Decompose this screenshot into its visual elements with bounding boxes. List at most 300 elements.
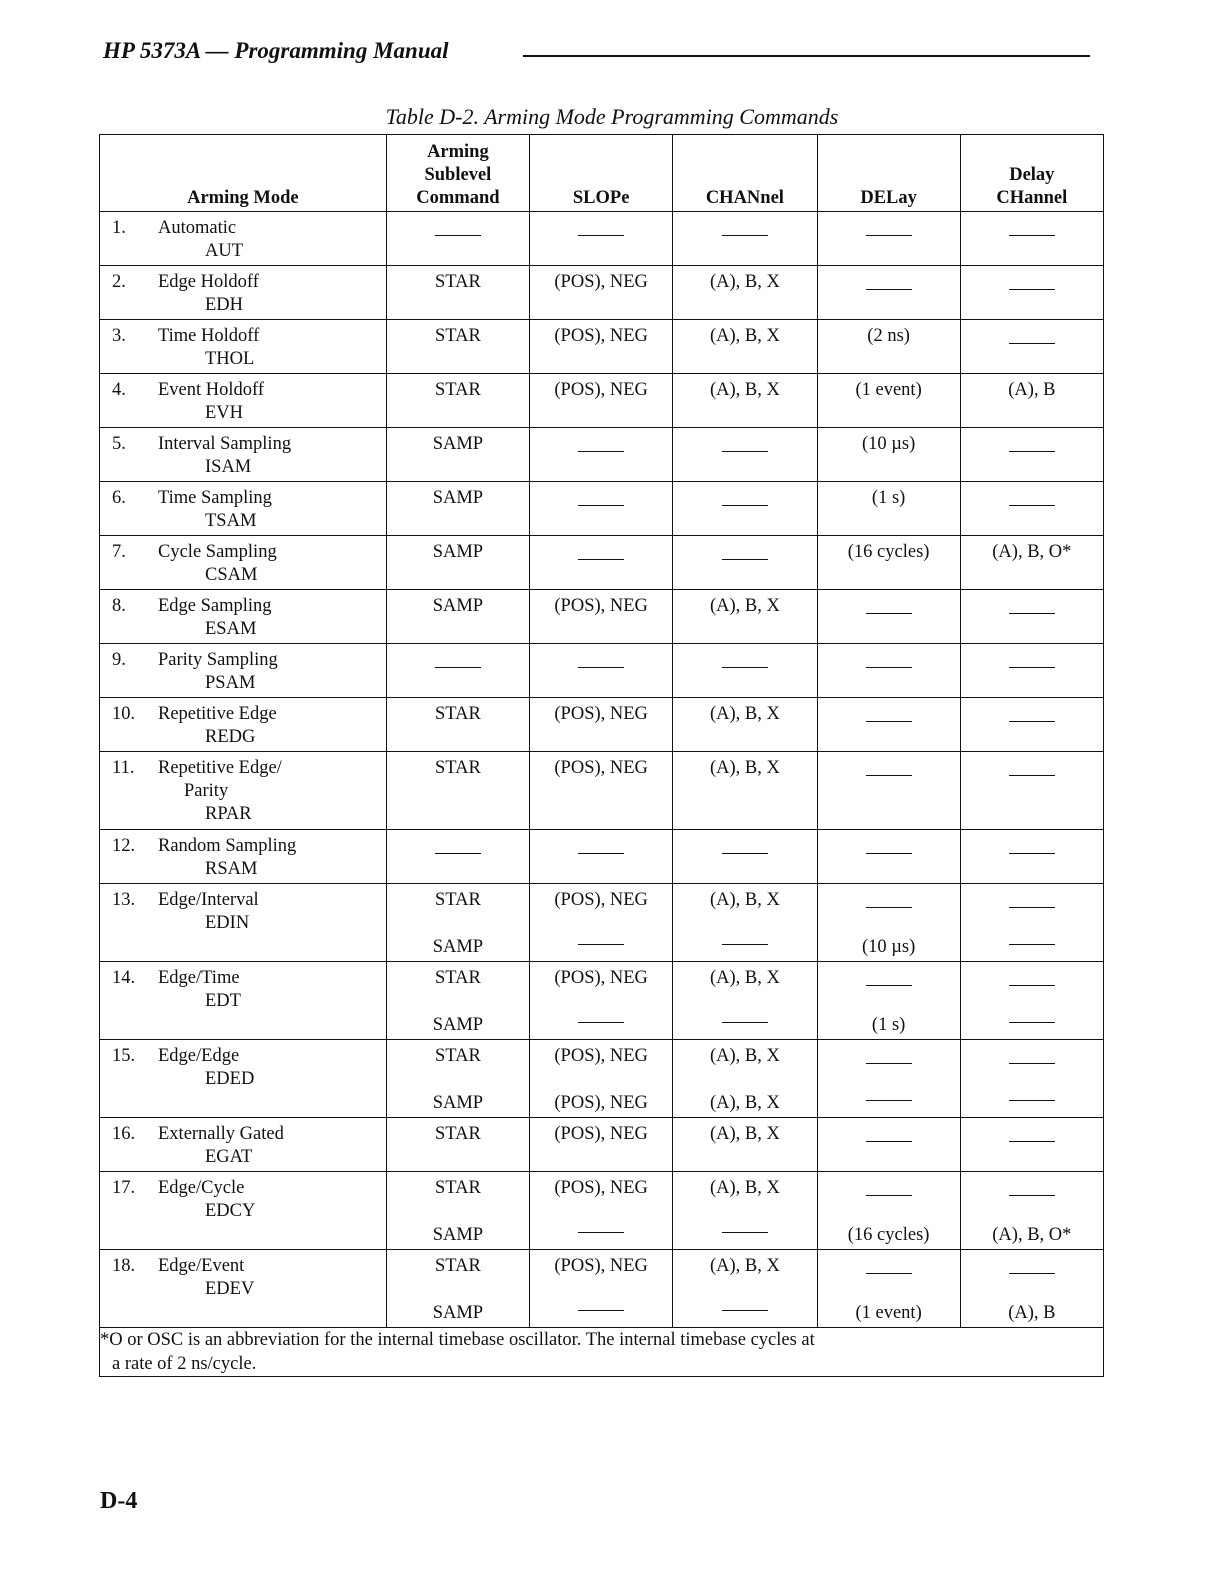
cell-delay	[817, 1172, 960, 1250]
cell-channel	[673, 266, 817, 320]
cell-channel	[673, 752, 817, 830]
mode-number: 9.	[112, 650, 126, 670]
cell-delay-channel	[960, 884, 1103, 962]
cell-arming-mode	[100, 212, 387, 266]
channel-value: (A), B, X	[709, 1124, 780, 1144]
dash-mark	[578, 667, 624, 668]
cell-arming-mode	[100, 644, 387, 698]
mode-name: Repetitive Edge	[158, 704, 277, 724]
dash-mark	[1009, 853, 1055, 854]
mode-code: EDIN	[205, 913, 250, 933]
dash-mark	[1009, 985, 1055, 986]
dash-mark	[1009, 721, 1055, 722]
dash-mark	[1009, 667, 1055, 668]
cell-delay-channel	[960, 266, 1103, 320]
mode-name: Edge/Time	[158, 968, 240, 988]
mode-number: 10.	[112, 704, 136, 724]
sublevel-command-value: SAMP	[432, 596, 484, 616]
table-row	[100, 320, 1104, 374]
cell-slope	[530, 590, 673, 644]
cell-sublevel-command	[386, 212, 529, 266]
sublevel-command-value: SAMP	[432, 1015, 484, 1035]
dash-mark	[1009, 613, 1055, 614]
mode-name: Edge Holdoff	[158, 272, 259, 292]
mode-code: EDCY	[205, 1201, 256, 1221]
sublevel-command-value: STAR	[434, 326, 481, 346]
cell-channel	[673, 644, 817, 698]
mode-name: Edge/Edge	[158, 1046, 240, 1066]
table-caption: Table D-2. Arming Mode Programming Commands	[385, 104, 839, 129]
delay-channel-value: (A), B	[1008, 380, 1056, 400]
cell-delay	[817, 1118, 960, 1172]
cell-arming-mode	[100, 1250, 387, 1328]
dash-mark	[1009, 505, 1055, 506]
mode-code: EVH	[205, 403, 244, 423]
dash-mark	[722, 235, 768, 236]
header-row	[100, 135, 1104, 212]
dash-mark	[1009, 775, 1055, 776]
delay-value: (16 cycles)	[847, 1225, 930, 1245]
sublevel-command-value: STAR	[434, 272, 481, 292]
cell-delay-channel	[960, 1250, 1103, 1328]
col-sublevel-line3: Command	[416, 188, 500, 208]
dash-mark	[578, 1022, 624, 1023]
dash-mark	[435, 235, 481, 236]
dash-mark	[722, 667, 768, 668]
dash-mark	[1009, 1195, 1055, 1196]
mode-name: Edge/Interval	[158, 890, 259, 910]
cell-delay-channel	[960, 698, 1103, 752]
mode-number: 11.	[112, 758, 135, 778]
cell-slope	[530, 320, 673, 374]
cell-arming-mode	[100, 482, 387, 536]
cell-slope	[530, 698, 673, 752]
dash-mark	[1009, 1022, 1055, 1023]
cell-arming-mode	[100, 1172, 387, 1250]
slope-value: (POS), NEG	[554, 380, 648, 400]
running-header	[103, 38, 1090, 68]
mode-number: 15.	[112, 1046, 136, 1066]
mode-code: RSAM	[205, 859, 258, 879]
channel-value: (A), B, X	[709, 380, 780, 400]
cell-sublevel-command	[386, 1250, 529, 1328]
col-sublevel-command	[386, 135, 529, 212]
cell-slope	[530, 536, 673, 590]
dash-mark	[866, 721, 912, 722]
sublevel-command-value: STAR	[434, 968, 481, 988]
dash-mark	[866, 1063, 912, 1064]
sublevel-command-value: SAMP	[432, 1303, 484, 1323]
cell-channel	[673, 428, 817, 482]
dash-mark	[722, 451, 768, 452]
dash-mark	[722, 559, 768, 560]
mode-number: 7.	[112, 542, 126, 562]
cell-delay-channel	[960, 212, 1103, 266]
mode-name: Edge/Event	[158, 1256, 245, 1276]
cell-slope	[530, 266, 673, 320]
manual-title: HP 5373A — Programming Manual	[103, 38, 449, 63]
dash-mark	[866, 1273, 912, 1274]
cell-delay	[817, 962, 960, 1040]
cell-sublevel-command	[386, 1118, 529, 1172]
mode-name: Edge/Cycle	[158, 1178, 245, 1198]
slope-value: (POS), NEG	[554, 1046, 648, 1066]
sublevel-command-value: SAMP	[432, 1093, 484, 1113]
cell-channel	[673, 962, 817, 1040]
dash-mark	[578, 451, 624, 452]
cell-sublevel-command	[386, 428, 529, 482]
cell-arming-mode	[100, 698, 387, 752]
cell-delay	[817, 698, 960, 752]
mode-code: CSAM	[205, 565, 258, 585]
slope-value: (POS), NEG	[554, 272, 648, 292]
table-body	[100, 212, 1104, 1328]
col-delay-channel	[960, 135, 1103, 212]
mode-number: 14.	[112, 968, 136, 988]
delay-value: (10 µs)	[861, 434, 916, 454]
mode-number: 16.	[112, 1124, 136, 1144]
col-slope	[530, 135, 673, 212]
dash-mark	[866, 985, 912, 986]
dash-mark	[722, 853, 768, 854]
mode-number: 5.	[112, 434, 126, 454]
cell-delay	[817, 266, 960, 320]
mode-code: ESAM	[205, 619, 257, 639]
cell-delay-channel	[960, 374, 1103, 428]
slope-value: (POS), NEG	[554, 1093, 648, 1113]
dash-mark	[435, 667, 481, 668]
dash-mark	[866, 1195, 912, 1196]
dash-mark	[866, 1141, 912, 1142]
col-delay	[817, 135, 960, 212]
cell-channel	[673, 1250, 817, 1328]
dash-mark	[722, 944, 768, 945]
table-row	[100, 536, 1104, 590]
cell-delay-channel	[960, 1040, 1103, 1118]
table-row	[100, 1118, 1104, 1172]
cell-channel	[673, 1040, 817, 1118]
slope-value: (POS), NEG	[554, 890, 648, 910]
sublevel-command-value: SAMP	[432, 1225, 484, 1245]
slope-value: (POS), NEG	[554, 326, 648, 346]
cell-delay	[817, 644, 960, 698]
table-row	[100, 1172, 1104, 1250]
slope-value: (POS), NEG	[554, 704, 648, 724]
table-row	[100, 752, 1104, 830]
delay-value: (1 s)	[871, 1015, 906, 1035]
cell-delay	[817, 482, 960, 536]
cell-delay-channel	[960, 320, 1103, 374]
dash-mark	[578, 559, 624, 560]
channel-value: (A), B, X	[709, 968, 780, 988]
cell-delay-channel	[960, 644, 1103, 698]
cell-delay-channel	[960, 536, 1103, 590]
cell-slope	[530, 884, 673, 962]
mode-number: 1.	[112, 218, 126, 238]
cell-delay	[817, 1040, 960, 1118]
table-row	[100, 830, 1104, 884]
cell-sublevel-command	[386, 536, 529, 590]
cell-delay	[817, 884, 960, 962]
cell-arming-mode	[100, 266, 387, 320]
delay-value: (1 s)	[871, 488, 906, 508]
cell-sublevel-command	[386, 830, 529, 884]
channel-value: (A), B, X	[709, 1046, 780, 1066]
cell-arming-mode	[100, 830, 387, 884]
table-row	[100, 374, 1104, 428]
channel-value: (A), B, X	[709, 1178, 780, 1198]
dash-mark	[1009, 451, 1055, 452]
cell-channel	[673, 590, 817, 644]
sublevel-command-value: STAR	[434, 380, 481, 400]
dash-mark	[578, 235, 624, 236]
cell-arming-mode	[100, 1118, 387, 1172]
col-delay-channel-line2: CHannel	[996, 188, 1068, 208]
dash-mark	[722, 1310, 768, 1311]
cell-channel	[673, 1118, 817, 1172]
cell-arming-mode	[100, 752, 387, 830]
cell-slope	[530, 644, 673, 698]
cell-channel	[673, 698, 817, 752]
delay-channel-value: (A), B, O*	[992, 1225, 1072, 1245]
col-delay-label: DELay	[860, 188, 917, 208]
sublevel-command-value: SAMP	[432, 434, 484, 454]
table-row	[100, 962, 1104, 1040]
sublevel-command-value: STAR	[434, 704, 481, 724]
channel-value: (A), B, X	[709, 272, 780, 292]
slope-value: (POS), NEG	[554, 1178, 648, 1198]
cell-slope	[530, 830, 673, 884]
slope-value: (POS), NEG	[554, 596, 648, 616]
dash-mark	[1009, 1141, 1055, 1142]
cell-delay	[817, 1250, 960, 1328]
cell-delay-channel	[960, 590, 1103, 644]
dash-mark	[1009, 944, 1055, 945]
cell-arming-mode	[100, 536, 387, 590]
dash-mark	[1009, 235, 1055, 236]
cell-delay	[817, 752, 960, 830]
channel-value: (A), B, X	[709, 1256, 780, 1276]
cell-delay	[817, 320, 960, 374]
dash-mark	[866, 1100, 912, 1101]
dash-mark	[722, 1022, 768, 1023]
table-row	[100, 428, 1104, 482]
cell-channel	[673, 212, 817, 266]
cell-slope	[530, 1118, 673, 1172]
dash-mark	[1009, 289, 1055, 290]
mode-code: EDT	[205, 991, 241, 1011]
channel-value: (A), B, X	[709, 704, 780, 724]
cell-arming-mode	[100, 374, 387, 428]
footnote-line2: a rate of 2 ns/cycle.	[112, 1354, 257, 1374]
mode-number: 2.	[112, 272, 126, 292]
cell-delay-channel	[960, 482, 1103, 536]
cell-arming-mode	[100, 428, 387, 482]
footnote-line1: *O or OSC is an abbreviation for the internal timebase oscillator. The internal timebase cycles at	[100, 1330, 815, 1350]
dash-mark	[1009, 343, 1055, 344]
cell-channel	[673, 1172, 817, 1250]
col-channel-label: CHANnel	[705, 188, 784, 208]
dash-mark	[1009, 1273, 1055, 1274]
sublevel-command-value: STAR	[434, 1124, 481, 1144]
dash-mark	[435, 853, 481, 854]
cell-slope	[530, 428, 673, 482]
table-row	[100, 590, 1104, 644]
mode-number: 4.	[112, 380, 126, 400]
cell-channel	[673, 320, 817, 374]
col-arming-mode	[100, 135, 387, 212]
cell-delay	[817, 428, 960, 482]
table-row	[100, 698, 1104, 752]
col-delay-channel-line1: Delay	[1009, 165, 1055, 185]
slope-value: (POS), NEG	[554, 1124, 648, 1144]
delay-value: (16 cycles)	[847, 542, 930, 562]
table-row	[100, 482, 1104, 536]
channel-value: (A), B, X	[709, 326, 780, 346]
table-row	[100, 644, 1104, 698]
footnote	[100, 1328, 1104, 1377]
col-arming-mode-label: Arming Mode	[187, 188, 299, 208]
channel-value: (A), B, X	[709, 1093, 780, 1113]
cell-channel	[673, 374, 817, 428]
dash-mark	[866, 235, 912, 236]
mode-code: EDH	[205, 295, 244, 315]
dash-mark	[722, 505, 768, 506]
cell-delay	[817, 374, 960, 428]
delay-value: (2 ns)	[867, 326, 910, 346]
cell-sublevel-command	[386, 962, 529, 1040]
cell-channel	[673, 884, 817, 962]
dash-mark	[1009, 1063, 1055, 1064]
cell-delay	[817, 590, 960, 644]
mode-number: 12.	[112, 836, 136, 856]
cell-slope	[530, 1172, 673, 1250]
cell-slope	[530, 482, 673, 536]
dash-mark	[722, 1232, 768, 1233]
channel-value: (A), B, X	[709, 758, 780, 778]
cell-slope	[530, 752, 673, 830]
cell-sublevel-command	[386, 590, 529, 644]
mode-name: Event Holdoff	[158, 380, 265, 400]
dash-mark	[866, 907, 912, 908]
cell-sublevel-command	[386, 884, 529, 962]
cell-arming-mode	[100, 590, 387, 644]
cell-sublevel-command	[386, 644, 529, 698]
mode-code: REDG	[205, 727, 256, 747]
table-row	[100, 266, 1104, 320]
mode-number: 6.	[112, 488, 126, 508]
cell-delay-channel	[960, 1118, 1103, 1172]
sublevel-command-value: STAR	[434, 758, 481, 778]
cell-delay	[817, 830, 960, 884]
cell-sublevel-command	[386, 374, 529, 428]
col-slope-label: SLOPe	[572, 188, 630, 208]
cell-sublevel-command	[386, 320, 529, 374]
cell-slope	[530, 1250, 673, 1328]
mode-name: Externally Gated	[158, 1124, 284, 1144]
cell-slope	[530, 1040, 673, 1118]
slope-value: (POS), NEG	[554, 758, 648, 778]
mode-code: EGAT	[205, 1147, 253, 1167]
arming-mode-table	[99, 134, 1104, 1377]
cell-delay-channel	[960, 962, 1103, 1040]
mode-code: EDEV	[205, 1279, 255, 1299]
mode-name: Random Sampling	[158, 836, 297, 856]
mode-code: RPAR	[205, 804, 252, 824]
mode-number: 8.	[112, 596, 126, 616]
dash-mark	[866, 775, 912, 776]
mode-name: Interval Sampling	[158, 434, 292, 454]
sublevel-command-value: STAR	[434, 1178, 481, 1198]
cell-sublevel-command	[386, 266, 529, 320]
mode-name: Automatic	[158, 218, 237, 238]
dash-mark	[578, 853, 624, 854]
mode-number: 3.	[112, 326, 126, 346]
cell-delay	[817, 536, 960, 590]
dash-mark	[578, 944, 624, 945]
cell-delay-channel	[960, 428, 1103, 482]
mode-code: AUT	[205, 241, 244, 261]
cell-arming-mode	[100, 1040, 387, 1118]
table-row	[100, 1040, 1104, 1118]
cell-delay-channel	[960, 830, 1103, 884]
cell-arming-mode	[100, 320, 387, 374]
dash-mark	[578, 505, 624, 506]
cell-delay	[817, 212, 960, 266]
mode-name: Time Sampling	[158, 488, 272, 508]
slope-value: (POS), NEG	[554, 968, 648, 988]
dash-mark	[866, 667, 912, 668]
mode-name: Parity Sampling	[158, 650, 278, 670]
cell-delay-channel	[960, 1172, 1103, 1250]
cell-sublevel-command	[386, 698, 529, 752]
cell-slope	[530, 962, 673, 1040]
dash-mark	[578, 1310, 624, 1311]
cell-sublevel-command	[386, 1040, 529, 1118]
channel-value: (A), B, X	[709, 596, 780, 616]
mode-number: 18.	[112, 1256, 136, 1276]
cell-channel	[673, 536, 817, 590]
mode-number: 13.	[112, 890, 136, 910]
col-sublevel-line1: Arming	[427, 142, 489, 162]
cell-delay-channel	[960, 752, 1103, 830]
sublevel-command-value: STAR	[434, 1256, 481, 1276]
cell-channel	[673, 482, 817, 536]
cell-sublevel-command	[386, 752, 529, 830]
cell-channel	[673, 830, 817, 884]
sublevel-command-value: SAMP	[432, 488, 484, 508]
sublevel-command-value: STAR	[434, 1046, 481, 1066]
cell-slope	[530, 212, 673, 266]
header-rule	[523, 55, 1090, 57]
sublevel-command-value: SAMP	[432, 542, 484, 562]
delay-channel-value: (A), B	[1008, 1303, 1056, 1323]
table-row	[100, 884, 1104, 962]
table-row	[100, 1250, 1104, 1328]
mode-name: Edge Sampling	[158, 596, 272, 616]
mode-code: PSAM	[205, 673, 256, 693]
delay-channel-value: (A), B, O*	[992, 542, 1072, 562]
mode-code: EDED	[205, 1069, 255, 1089]
delay-value: (10 µs)	[861, 937, 916, 957]
mode-code: ISAM	[205, 457, 252, 477]
cell-arming-mode	[100, 884, 387, 962]
dash-mark	[866, 613, 912, 614]
cell-sublevel-command	[386, 482, 529, 536]
dash-mark	[578, 1232, 624, 1233]
mode-name-cont: Parity	[184, 781, 229, 801]
mode-code: THOL	[205, 349, 255, 369]
